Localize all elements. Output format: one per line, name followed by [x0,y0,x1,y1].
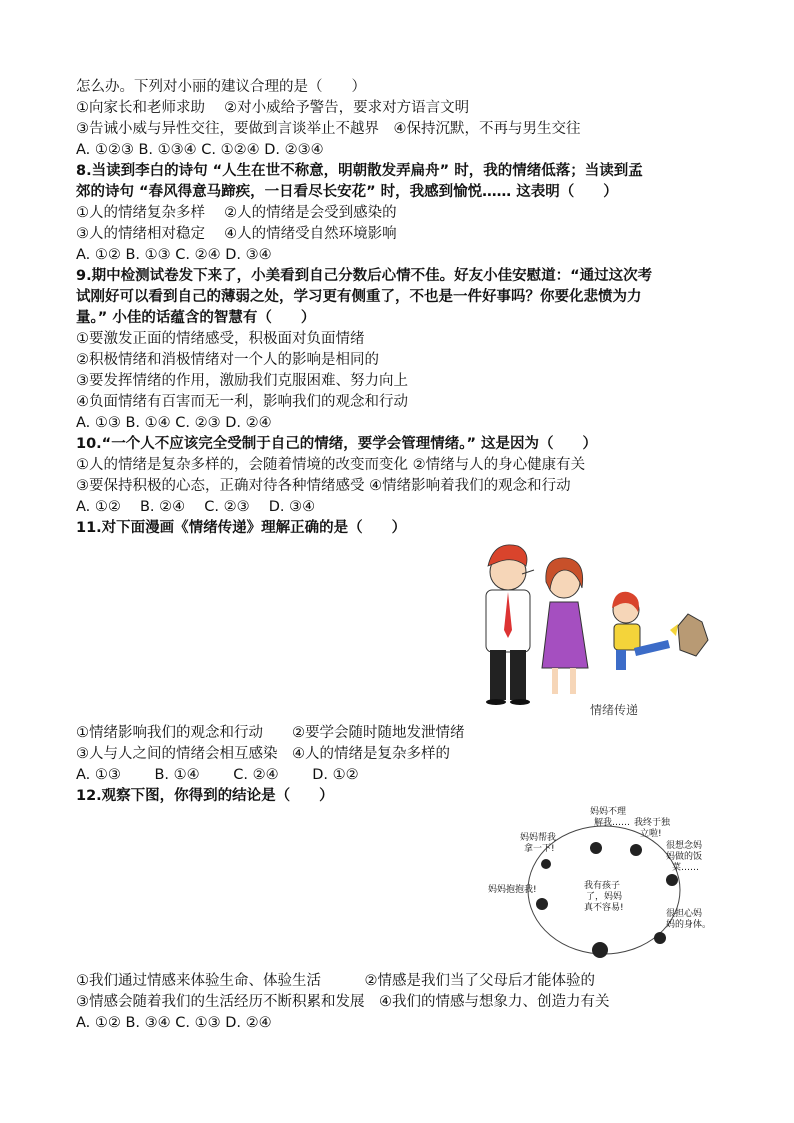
cat-figure [670,614,708,656]
answer-options: A. ①② B. ③④ C. ①③ D. ②④ [76,1015,272,1031]
text-line: ①我们通过情感来体验生命、体验生活 ②情感是我们当了父母后才能体验的 [76,973,595,989]
bubble-text: 我终于独 [634,818,671,828]
text-line: 怎么办。下列对小丽的建议合理的是（ ） [76,79,366,95]
bubble-text: 我有孩子 [584,881,621,891]
silhouette-icon [666,874,678,886]
bubble-text: 解我…… [594,818,631,828]
bubble-text: 真不容易! [584,903,624,913]
silhouette-icon [654,932,666,944]
answer-options: A. ①②③ B. ①③④ C. ①②④ D. ②③④ [76,142,324,158]
emotion-comic-image [464,530,728,720]
silhouette-icon [536,898,548,910]
text-line: ①情绪影响我们的观念和行动 ②要学会随时随地发泄情绪 [76,725,465,741]
bubble-text: 了，妈妈 [586,892,623,902]
text-line: ①人的情绪复杂多样 ②人的情绪是会受到感染的 [76,205,397,221]
text-line: ③要保持积极的心态，正确对待各种情绪感受 ④情绪影响着我们的观念和行动 [76,478,571,494]
comic-caption: 情绪传递 [589,703,639,717]
angry-child-figure [612,592,670,670]
question-8: 8.当读到李白的诗句 “人生在世不称意，明朝散发弄扁舟” 时，我的情绪低落；当读到孟 [76,163,643,179]
silhouette-icon [592,942,608,958]
silhouette-icon [541,859,551,869]
bubble-text: 妈做的饭 [666,852,703,862]
text-line: ③要发挥情绪的作用，激励我们克服困难、努力向上 [76,373,408,389]
bubble-text: 立啦! [640,829,662,839]
answer-options: A. ①② B. ②④ C. ②③ D. ③④ [76,499,316,515]
answer-options: A. ①③ B. ①④ C. ②④ D. ①② [76,767,359,783]
emotion-life-cycle-image [480,800,728,970]
text-line: ①要激发正面的情绪感受，积极面对负面情绪 [76,331,365,347]
bubble-text: 很担心妈 [666,909,703,919]
text-line: ③情感会随着我们的生活经历不断积累和发展 ④我们的情感与想象力、创造力有关 [76,994,610,1010]
question-9: 9.期中检测试卷发下来了，小美看到自己分数后心情不佳。好友小佳安慰道：“通过这次考 [76,268,653,284]
text-line: ①向家长和老师求助 ②对小威给予警告，要求对方语言文明 [76,100,470,116]
text-line: ③人的情绪相对稳定 ④人的情绪受自然环境影响 [76,226,397,242]
question-10: 10.“一个人不应该完全受制于自己的情绪，要学会管理情绪。” 这是因为（ ） [76,436,598,452]
silhouette-icon [630,844,642,856]
text-line: ②积极情绪和消极情绪对一个人的影响是相同的 [76,352,379,368]
bubble-text: 菜…… [672,863,700,873]
question-9-cont: 量。” 小佳的话蕴含的智慧有（ ） [76,310,316,326]
question-12: 12.观察下图，你得到的结论是（ ） [76,788,334,804]
angry-man-figure [486,545,534,705]
bubble-text: 很想念妈 [666,841,703,851]
text-line: ③告诫小威与异性交往，要做到言谈举止不越界 ④保持沉默，不再与男生交往 [76,121,581,137]
text-line: ④负面情绪有百害而无一利，影响我们的观念和行动 [76,394,408,410]
answer-options: A. ①② B. ①③ C. ②④ D. ③④ [76,247,272,263]
bubble-text: 妈的身体。 [666,920,712,930]
answer-options: A. ①③ B. ①④ C. ②③ D. ②④ [76,415,272,431]
angry-woman-figure [542,558,588,694]
bubble-text: 拿一下! [524,844,555,854]
question-9-cont: 试刚好可以看到自己的薄弱之处，学习更有侧重了，不也是一件好事吗？你要化悲愤为力 [76,289,642,305]
bubble-text: 妈妈抱抱我! [488,885,537,895]
bubble-text: 妈妈不理 [590,807,627,817]
silhouette-icon [590,842,602,854]
bubble-text: 妈妈帮我 [520,833,557,843]
question-8-cont: 郊的诗句 “春风得意马蹄疾，一日看尽长安花” 时，我感到愉悦…… 这表明（ ） [76,184,618,200]
question-11: 11.对下面漫画《情绪传递》理解正确的是（ ） [76,520,407,536]
text-line: ①人的情绪是复杂多样的，会随着情境的改变而变化 ②情绪与人的身心健康有关 [76,457,586,473]
text-line: ③人与人之间的情绪会相互感染 ④人的情绪是复杂多样的 [76,746,450,762]
